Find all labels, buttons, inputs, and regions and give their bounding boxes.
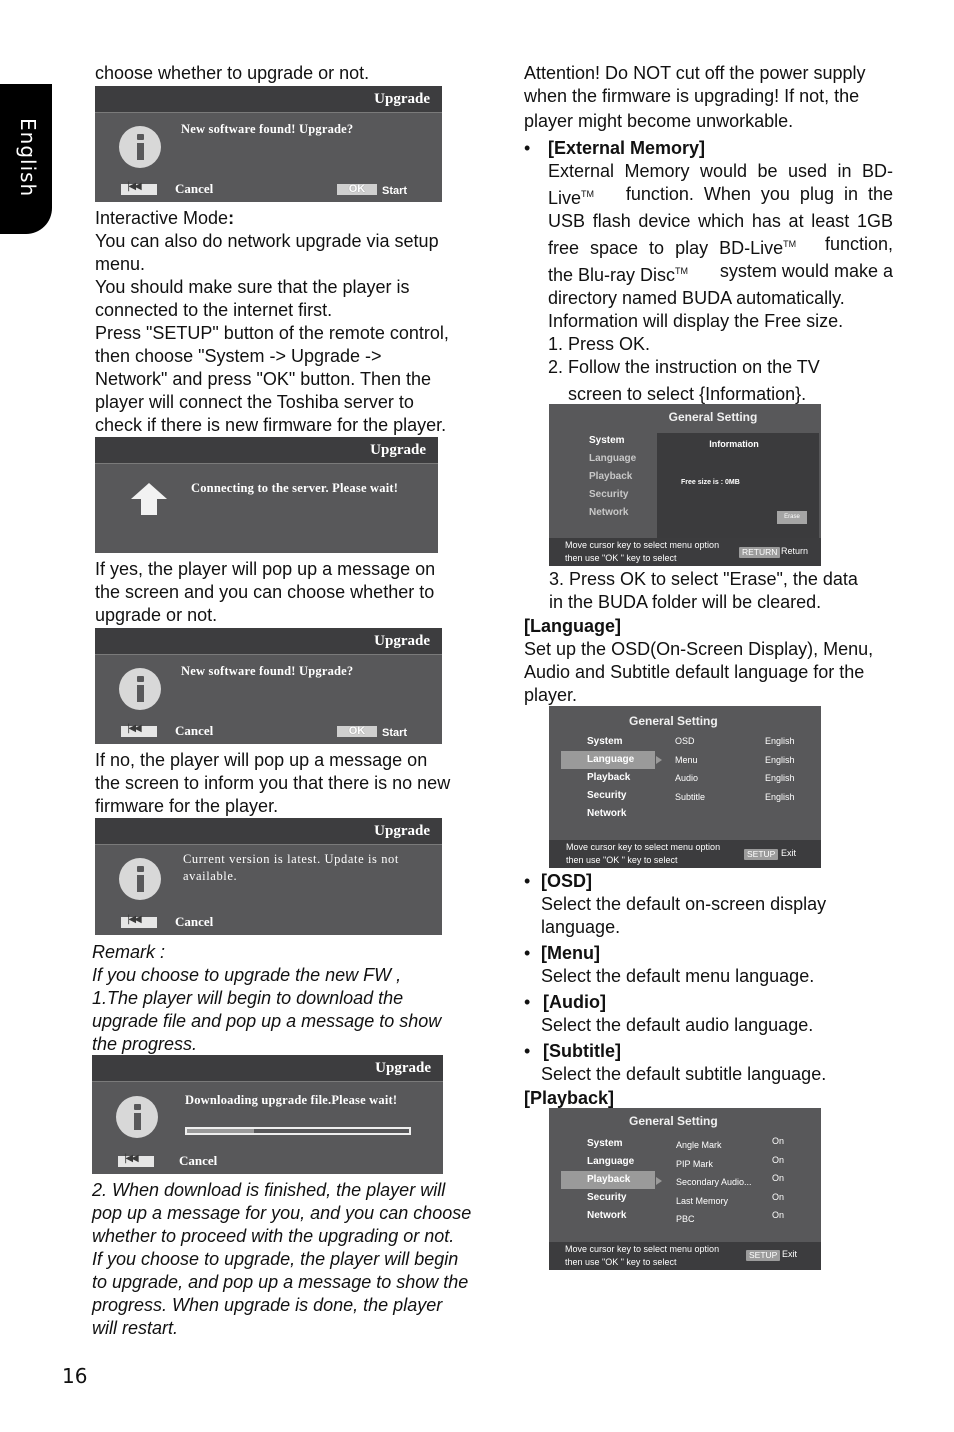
hint-text: Move cursor key to select menu option then use "OK " key to select (566, 842, 721, 865)
attention-text: Attention! Do NOT cut off the power supply when the firmware is upgrading! If not, the player might become unworkable. (524, 63, 866, 131)
ok-key-icon[interactable]: OK (337, 726, 377, 737)
option-subtitle[interactable]: Subtitle English (675, 791, 795, 802)
cancel-label[interactable]: Cancel (175, 181, 214, 196)
upload-arrow-icon (131, 483, 167, 515)
option-audio[interactable]: Audio English (675, 773, 795, 783)
cancel-label[interactable]: Cancel (179, 1153, 218, 1168)
menu-item-language[interactable]: Language (589, 453, 637, 464)
menu-item-system[interactable]: System (587, 736, 623, 747)
upgrade-dialog-2 (95, 437, 438, 553)
selected-arrow-icon (656, 756, 662, 764)
option-last-memory[interactable]: Last Memory On (676, 1191, 785, 1206)
dialog-message: New software found! Upgrade? (181, 122, 354, 136)
if-yes-text: If yes, the player will pop up a message on the screen and you can choose whether to upgrade or not. (95, 559, 436, 625)
menu-item-system[interactable]: System (589, 435, 625, 446)
bullet-audio: • [Audio] Select the default audio language. (524, 992, 814, 1035)
erase-button[interactable]: Erase (777, 511, 807, 524)
language-section: [Language] Set up the OSD(On-Screen Display), Menu, Audio and Subtitle default language for the player. (524, 616, 874, 705)
information-panel (657, 433, 819, 539)
menu-item-security[interactable]: Security (587, 790, 627, 801)
option-pbc[interactable]: PBC On (676, 1210, 785, 1224)
intro-line: choose whether to upgrade or not. (95, 63, 370, 83)
previous-icon[interactable] (121, 726, 157, 737)
playback-heading: [Playback] (524, 1088, 615, 1108)
screen-title: General Setting (629, 1114, 718, 1128)
previous-icon[interactable] (121, 917, 157, 928)
menu-item-security[interactable]: Security (587, 1192, 627, 1203)
dialog-title: Upgrade (95, 818, 442, 845)
return-label: Return (781, 546, 809, 556)
remark-text: Remark : If you choose to upgrade the new FW , 1.The player will begin to download the upgrade file and pop up a message to show the progress. (92, 942, 442, 1054)
dialog-message: Current version is latest. Update is not available. (183, 852, 399, 883)
start-label[interactable]: Start (382, 727, 408, 739)
settings-menu (561, 1135, 655, 1225)
hint-text: Move cursor key to select menu option then use "OK " key to select (565, 1244, 720, 1267)
if-no-text: If no, the player will pop up a message on the screen to inform you that there is no new firmware for the player. (95, 750, 451, 816)
free-size-text: Free size is : 0MB (681, 479, 740, 486)
general-setting-language (549, 706, 821, 868)
bullet-subtitle: • [Subtitle] Select the default subtitle language. (524, 1041, 827, 1084)
option-osd[interactable]: OSD English (675, 736, 795, 746)
screen-title: General Setting (629, 714, 718, 728)
dialog-message: New software found! Upgrade? (181, 664, 354, 678)
option-pip-mark[interactable]: PIP Mark On (676, 1154, 785, 1169)
information-title: Information (709, 439, 759, 449)
dialog-message: Downloading upgrade file.Please wait! (185, 1093, 398, 1107)
settings-menu (563, 432, 657, 522)
info-icon (119, 126, 161, 168)
info-icon (119, 858, 161, 900)
setup-key-icon[interactable]: SETUP (746, 1250, 780, 1261)
dialog-message: Connecting to the server. Please wait! (191, 481, 399, 495)
upgrade-dialog-4 (95, 818, 442, 935)
setup-key-icon[interactable]: SETUP (744, 849, 778, 860)
menu-item-language[interactable]: Language (561, 751, 655, 769)
info-icon (119, 668, 161, 710)
cancel-label[interactable]: Cancel (175, 914, 214, 929)
ok-key-icon[interactable]: OK (337, 184, 377, 195)
return-key-icon[interactable]: RETURN (739, 547, 780, 558)
menu-item-network[interactable]: Network (587, 808, 627, 819)
selected-arrow-icon (656, 1177, 662, 1185)
hint-text: Move cursor key to select menu option then use "OK " key to select (565, 540, 720, 563)
external-memory-heading: [External Memory] (548, 138, 706, 158)
menu-item-network[interactable]: Network (589, 507, 629, 518)
interactive-mode-text: Interactive Mode: You can also do network upgrade via setup menu. You should make sure that the player is connected to the internet first. Press "SETUP" button of the remote control, then choose "System -> Upgrade -> Network" and press "OK" button. Then the player will connect the Toshiba server to check if there is new firmware for the player. (95, 208, 449, 435)
language-bullets (524, 870, 826, 1110)
dialog-title: Upgrade (95, 437, 438, 464)
previous-icon[interactable] (118, 1156, 154, 1167)
hint-bar (549, 840, 821, 868)
start-label[interactable]: Start (382, 185, 408, 197)
page-number: 16 (62, 1364, 88, 1388)
menu-item-playback[interactable]: Playback (561, 1171, 655, 1189)
menu-item-playback[interactable]: Playback (589, 471, 633, 482)
settings-menu (561, 733, 655, 823)
menu-item-language[interactable]: Language (587, 1156, 635, 1167)
language-heading: [Language] (524, 616, 621, 636)
upgrade-dialog-1 (95, 86, 442, 202)
menu-item-network[interactable]: Network (587, 1210, 627, 1221)
dialog-title: Upgrade (92, 1055, 443, 1082)
exit-label: Exit (781, 848, 797, 858)
external-memory-section: • [External Memory] External Memory would be used in BD- Live™ function. When you plug in the USB flash device which has at least 1GB free space to play BD-Live™ function, the Blu-ray Disc™ system would make a directory named BUDA automatically. Information will display the Free size. 1. Press OK. 2. Follow the instruction on the TV screen to select {Information}. (524, 138, 893, 404)
dialog-title: Upgrade (95, 86, 442, 113)
screen-title: General Setting (668, 410, 758, 424)
cancel-label[interactable]: Cancel (175, 723, 214, 738)
option-menu[interactable]: Menu English (675, 754, 795, 765)
playback-options (676, 1136, 816, 1229)
upgrade-dialog-3 (95, 628, 442, 744)
option-angle-mark[interactable]: Angle Mark On (676, 1136, 785, 1150)
menu-item-security[interactable]: Security (589, 489, 629, 500)
hint-bar (549, 1242, 821, 1270)
hint-bar (549, 538, 821, 566)
menu-item-system[interactable]: System (587, 1138, 623, 1149)
remark-2-text: 2. When download is finished, the player will pop up a message for you, and you can choose whether to proceed with the upgrading or not. If you choose to upgrade, the player will begin to upgrade, and pop up a message to show the progress. When upgrade is done, the player will restart. (92, 1180, 472, 1338)
step-3-text: 3. Press OK to select "Erase", the data in the BUDA folder will be cleared. (549, 569, 858, 612)
language-tab (0, 84, 52, 234)
menu-item-playback[interactable]: Playback (587, 772, 631, 783)
dialog-title: Upgrade (95, 628, 442, 655)
bullet-osd: • [OSD] Select the default on-screen display language. (524, 871, 827, 937)
language-options (675, 732, 815, 806)
previous-icon[interactable] (121, 184, 157, 195)
general-setting-information (549, 404, 821, 566)
info-icon (116, 1096, 158, 1138)
option-secondary-audio[interactable]: Secondary Audio... On (676, 1173, 785, 1187)
general-setting-playback (549, 1108, 821, 1270)
download-progress-bar (185, 1127, 411, 1135)
exit-label: Exit (782, 1249, 798, 1259)
language-tab-label: English (16, 118, 40, 198)
bullet-menu: • [Menu] Select the default menu language. (524, 943, 815, 986)
interactive-mode-label: Interactive Mode (95, 208, 229, 228)
upgrade-dialog-5 (92, 1055, 443, 1174)
